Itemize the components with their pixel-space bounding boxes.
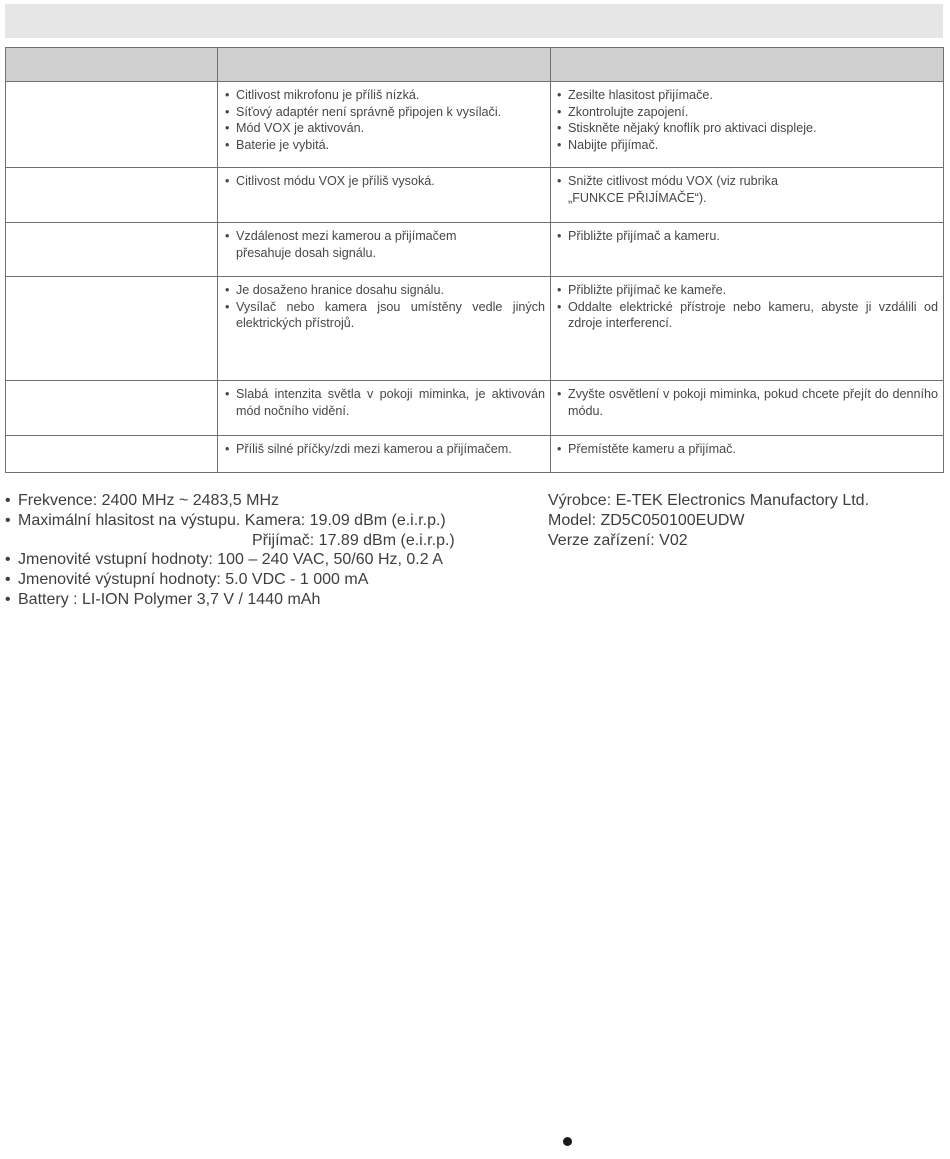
spec-frequency: • Frekvence: 2400 MHz ~ 2483,5 MHz [5, 491, 525, 511]
solution-item: • Zesilte hlasitost přijímače. [557, 87, 938, 104]
solution-item: • Nabijte přijímač. [557, 137, 938, 154]
cause-item: • Vysílač nebo kamera jsou umístěny vedle jiných elektrických přístrojů. [225, 299, 545, 332]
cause-cell [218, 436, 551, 473]
cause-item: • Příliš silné příčky/zdi mezi kamerou a přijímačem. [225, 441, 545, 458]
solution-item: • Zvyšte osvětlení v pokoji miminka, pokud chcete přejít do denního módu. [557, 386, 938, 419]
problem-cell [6, 436, 218, 473]
cause-cell [218, 168, 551, 223]
cause-item: • Síťový adaptér není správně připojen k vysílači. [225, 104, 545, 121]
header-problem [6, 48, 218, 82]
header-solution [551, 48, 944, 82]
cause-item: • Je dosaženo hranice dosahu signálu. [225, 282, 545, 299]
table-row [6, 168, 944, 223]
solution-item: • Oddalte elektrické přístroje nebo kameru, abyste ji vzdálili od zdroje interferencí. [557, 299, 938, 332]
solution-item: • Přibližte přijímač ke kameře. [557, 282, 938, 299]
problem-cell [6, 381, 218, 436]
page-marker-dot [563, 1137, 572, 1146]
cause-item: • Citlivost mikrofonu je příliš nízká. [225, 87, 545, 104]
cause-item: • Vzdálenost mezi kamerou a přijímačem přesahuje dosah signálu. [225, 228, 495, 261]
model-number: Model: ZD5C050100EUDW [548, 511, 745, 529]
cause-cell [218, 381, 551, 436]
problem-cell [6, 82, 218, 168]
problem-cell [6, 277, 218, 381]
solution-cell [551, 82, 944, 168]
table-header-row [6, 48, 944, 82]
solution-item: • Snižte citlivost módu VOX (viz rubrika „FUNKCE PŘIJÍMAČE“). [557, 173, 807, 206]
cause-cell [218, 277, 551, 381]
cause-item: • Slabá intenzita světla v pokoji miminka, je aktivován mód nočního vidění. [225, 386, 545, 419]
table-row [6, 82, 944, 168]
solution-cell [551, 277, 944, 381]
troubleshooting-table [5, 47, 944, 473]
solution-item: • Zkontrolujte zapojení. [557, 104, 938, 121]
technical-specs [5, 491, 525, 610]
table-row [6, 381, 944, 436]
cause-item: • Baterie je vybitá. [225, 137, 545, 154]
solution-cell [551, 381, 944, 436]
solution-item: • Přemístěte kameru a přijímač. [557, 441, 938, 458]
spec-max-output-receiver: Přijímač: 17.89 dBm (e.i.r.p.) [252, 531, 455, 549]
section-header-bar [5, 4, 943, 38]
problem-cell [6, 223, 218, 277]
cause-cell [218, 82, 551, 168]
table-row [6, 223, 944, 277]
manufacturer-name: Výrobce: E-TEK Electronics Manufactory Ltd. [548, 492, 870, 509]
solution-cell [551, 168, 944, 223]
cause-item: • Mód VOX je aktivován. [225, 120, 545, 137]
spec-input-rating: • Jmenovité vstupní hodnoty: 100 – 240 VAC, 50/60 Hz, 0.2 A [5, 550, 525, 570]
spec-battery: • Battery : LI-ION Polymer 3,7 V / 1440 mAh [5, 590, 525, 610]
spec-output-rating: • Jmenovité výstupní hodnoty: 5.0 VDC - 1 000 mA [5, 570, 525, 590]
solution-item: • Přibližte přijímač a kameru. [557, 228, 938, 245]
solution-cell [551, 223, 944, 277]
cause-item: • Citlivost módu VOX je příliš vysoká. [225, 173, 545, 190]
problem-cell [6, 168, 218, 223]
device-version: Verze zařízení: V02 [548, 531, 688, 549]
header-cause [218, 48, 551, 82]
solution-item: • Stiskněte nějaký knoflík pro aktivaci displeje. [557, 120, 938, 137]
table-row [6, 436, 944, 473]
solution-cell [551, 436, 944, 473]
table-row [6, 277, 944, 381]
manufacturer-info [548, 491, 943, 550]
spec-max-output-camera: • Maximální hlasitost na výstupu. Kamera: 19.09 dBm (e.i.r.p.) [5, 511, 525, 531]
cause-cell [218, 223, 551, 277]
